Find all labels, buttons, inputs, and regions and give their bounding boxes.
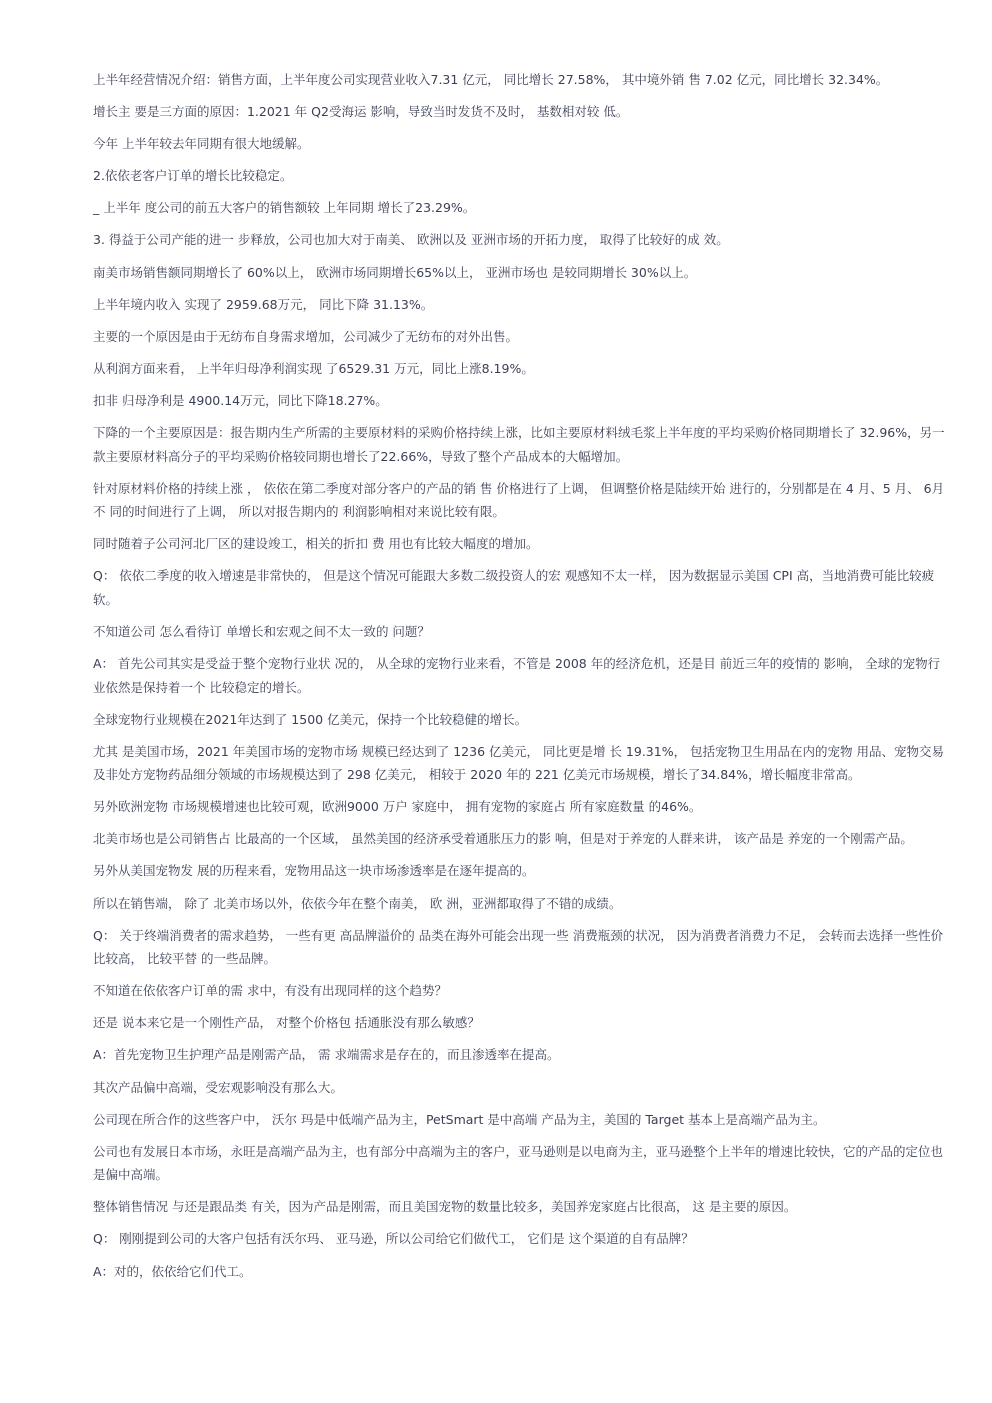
paragraph: Q： 关于终端消费者的需求趋势， 一些有更 高品牌溢价的 品类在海外可能会出现一些 消费瓶颈的状况， 因为消费者消费力不足， 会转而去选择一些性价比较高， 比较平替 的一些品牌。 bbox=[93, 927, 944, 967]
paragraph: 下降的一个主要原因是：报告期内生产所需的主要原材料的采购价格持续上涨，比如主要原材料绒毛浆上半年度的平均采购价格同期增长了 32.96%，另一款主要原材料高分子的平均采购价格较同期也增长了22.66%，导致了整个产品成本的大幅增加。 bbox=[93, 425, 945, 464]
document-page bbox=[93, 68, 945, 1292]
paragraph: 不知道公司 怎么看待订 单增长和宏观之间不太一致的 问题？ bbox=[93, 623, 430, 639]
paragraph: 全球宠物行业规模在2021年达到了 1500 亿美元，保持一个比较稳健的增长。 bbox=[93, 711, 528, 727]
paragraph: Q： 刚刚提到公司的大客户包括有沃尔玛、 亚马逊，所以公司给它们做代工， 它们是 这个渠道的自有品牌？ bbox=[93, 1231, 694, 1247]
paragraph: 主要的一个原因是由于无纺布自身需求增加，公司减少了无纺布的对外出售。 bbox=[93, 328, 519, 344]
paragraph: 尤其 是美国市场，2021 年美国市场的宠物市场 规模已经达到了 1236 亿美元， 同比更是增 长 19.31%， 包括宠物卫生用品在内的宠物 用品、宠物交易及非处方宠物药品细分领域的市场规模达到了 298 亿美元， 相较于 2020 年的 221 亿美元市场规模，增长了34.84%，增长幅度非常高。 bbox=[93, 743, 945, 783]
paragraph: 增长主 要是三方面的原因：1.2021 年 Q2受海运 影响，导致当时发货不及时， 基数相对较 低。 bbox=[93, 104, 629, 120]
paragraph: 南美市场销售额同期增长了 60%以上， 欧洲市场同期增长65%以上， 亚洲市场也 是较同期增长 30%以上。 bbox=[93, 264, 697, 280]
paragraph: 整体销售情况 与还是跟品类 有关，因为产品是刚需，而且美国宠物的数量比较多，美国养宠家庭占比很高， 这 是主要的原因。 bbox=[93, 1199, 797, 1215]
paragraph: Q： 依依二季度的收入增速是非常快的， 但是这个情况可能跟大多数二级投资人的宏 观感知不太一样， 因为数据显示美国 CPI 高，当地消费可能比较疲软。 bbox=[93, 568, 935, 607]
paragraph: 还是 说本来它是一个刚性产品， 对整个价格包 括通胀没有那么敏感？ bbox=[93, 1015, 480, 1031]
paragraph: 另外欧洲宠物 市场规模增速也比较可观，欧洲9000 万户 家庭中， 拥有宠物的家庭占 所有家庭数量 的46%。 bbox=[93, 799, 702, 815]
paragraph: 2.依依老客户订单的增长比较稳定。 bbox=[93, 168, 293, 184]
paragraph: A： 首先公司其实是受益于整个宠物行业状 况的， 从全球的宠物行业来看，不管是 2008 年的经济危机，还是目 前近三年的疫情的 影响， 全球的宠物行业依然是保持着一个 比较稳定的增长。 bbox=[93, 656, 941, 695]
paragraph: 所以在销售端， 除了 北美市场以外，依依今年在整个南美， 欧 洲，亚洲都取得了不错的成绩。 bbox=[93, 895, 622, 911]
paragraph: 其次产品偏中高端，受宏观影响没有那么大。 bbox=[93, 1079, 344, 1095]
paragraph: 3. 得益于公司产能的进一 步释放，公司也加大对于南美、 欧洲以及 亚洲市场的开拓力度， 取得了比较好的成 效。 bbox=[93, 232, 729, 248]
paragraph: 另外从美国宠物发 展的历程来看，宠物用品这一块市场渗透率是在逐年提高的。 bbox=[93, 863, 535, 879]
paragraph: 上半年经营情况介绍：销售方面，上半年度公司实现营业收入7.31 亿元， 同比增长 27.58%， 其中境外销 售 7.02 亿元，同比增长 32.34%。 bbox=[93, 72, 889, 87]
paragraph: 从利润方面来看， 上半年归母净利润实现 了6529.31 万元，同比上涨8.19%。 bbox=[93, 360, 534, 376]
paragraph: 扣非 归母净利是 4900.14万元，同比下降18.27%。 bbox=[93, 392, 388, 408]
paragraph: A：对的，依依给它们代工。 bbox=[93, 1263, 252, 1279]
paragraph: 不知道在依依客户订单的需 求中，有没有出现同样的这个趋势？ bbox=[93, 983, 447, 999]
paragraph: 公司也有发展日本市场，永旺是高端产品为主，也有部分中高端为主的客户，亚马逊则是以电商为主，亚马逊整个上半年的增速比较快，它的产品的定位也是偏中高端。 bbox=[93, 1143, 944, 1183]
paragraph: 针对原材料价格的持续上涨 ， 依依在第二季度对部分客户的产品的销 售 价格进行了上调， 但调整价格是陆续开始 进行的，分别都是在 4 月、5 月、 6月不 同的时间进行了上调， 所以对报告期内的 利润影响相对来说比较有限。 bbox=[93, 480, 945, 520]
paragraph: A：首先宠物卫生护理产品是刚需产品， 需 求端需求是存在的，而且渗透率在提高。 bbox=[93, 1047, 560, 1063]
paragraph: _ 上半年 度公司的前五大客户的销售额较 上年同期 增长了23.29%。 bbox=[93, 200, 476, 216]
paragraph: 同时随着子公司河北厂区的建设竣工，相关的折扣 费 用也有比较大幅度的增加。 bbox=[93, 536, 539, 552]
paragraph: 今年 上半年较去年同期有很大地缓解。 bbox=[93, 136, 310, 152]
paragraph: 北美市场也是公司销售占 比最高的一个区域， 虽然美国的经济承受着通胀压力的影 响，但是对于养宠的人群来讲， 该产品是 养宠的一个刚需产品。 bbox=[93, 831, 913, 847]
paragraph: 公司现在所合作的这些客户中， 沃尔 玛是中低端产品为主，PetSmart 是中高端 产品为主，美国的 Target 基本上是高端产品为主。 bbox=[93, 1111, 826, 1127]
paragraph: 上半年境内收入 实现了 2959.68万元， 同比下降 31.13%。 bbox=[93, 296, 434, 312]
